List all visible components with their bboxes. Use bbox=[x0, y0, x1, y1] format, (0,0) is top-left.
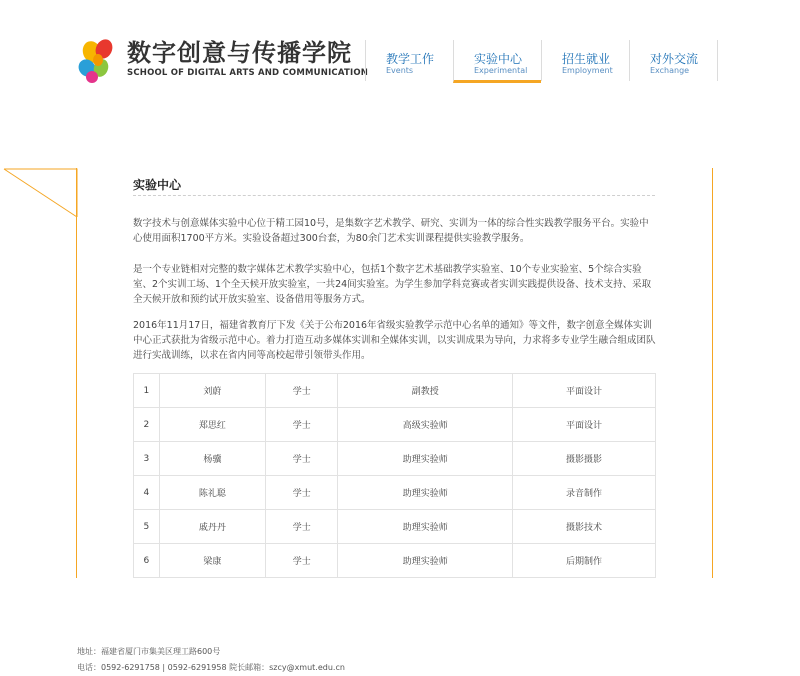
row-index: 1 bbox=[134, 374, 160, 408]
staff-degree: 学士 bbox=[266, 374, 338, 408]
table-row bbox=[134, 408, 656, 442]
staff-title: 助理实验师 bbox=[338, 442, 513, 476]
nav-label-en: Employment bbox=[562, 66, 613, 75]
frame-line-right bbox=[712, 168, 713, 578]
nav-label-cn: 对外交流 bbox=[650, 52, 699, 66]
staff-field: 摄影摄影 bbox=[513, 442, 656, 476]
staff-title: 助理实验师 bbox=[338, 476, 513, 510]
staff-title: 助理实验师 bbox=[338, 510, 513, 544]
main-nav bbox=[365, 40, 718, 83]
nav-item-employment[interactable] bbox=[541, 40, 629, 81]
staff-name: 刘蔚 bbox=[159, 374, 265, 408]
table-row bbox=[134, 510, 656, 544]
staff-field: 平面设计 bbox=[513, 374, 656, 408]
logo-chinese-name: 数字创意与传播学院 bbox=[127, 39, 352, 67]
nav-label-cn: 教学工作 bbox=[386, 52, 435, 66]
nav-label-en: Exchange bbox=[650, 66, 690, 75]
staff-field: 平面设计 bbox=[513, 408, 656, 442]
page-footer bbox=[77, 644, 345, 676]
table-row bbox=[134, 442, 656, 476]
frame-line-left bbox=[76, 168, 77, 578]
row-index: 3 bbox=[134, 442, 160, 476]
staff-title: 高级实验师 bbox=[338, 408, 513, 442]
staff-field: 后期制作 bbox=[513, 544, 656, 578]
staff-name: 梁康 bbox=[159, 544, 265, 578]
logo-petals-icon bbox=[77, 38, 123, 84]
title-divider bbox=[133, 195, 655, 196]
staff-name: 戚丹丹 bbox=[159, 510, 265, 544]
staff-title: 助理实验师 bbox=[338, 544, 513, 578]
school-logo[interactable] bbox=[77, 38, 369, 84]
page-title: 实验中心 bbox=[133, 178, 182, 192]
table-row bbox=[134, 476, 656, 510]
nav-item-teaching[interactable] bbox=[365, 40, 453, 81]
footer-contact: 电话：0592-6291758 | 0592-6291958 院长邮箱：szcy@xmut.edu.cn bbox=[77, 663, 345, 672]
staff-field: 摄影技术 bbox=[513, 510, 656, 544]
staff-field: 录音制作 bbox=[513, 476, 656, 510]
row-index: 4 bbox=[134, 476, 160, 510]
nav-label-cn: 实验中心 bbox=[474, 52, 523, 66]
intro-paragraph-2: 是一个专业链相对完整的数字媒体艺术教学实验中心，包括1个数字艺术基础教学实验室、10个专业实验室、5个综合实验室、2个实训工场、1个全天候开放实验室，一共24间实验室。为学生参加学科竞赛或者实训实践提供设备、技术支持、采取全天候开放和预约试开放实验室、设备借用等服务方式。 bbox=[133, 264, 652, 305]
nav-item-experimental[interactable] bbox=[453, 40, 541, 83]
staff-degree: 学士 bbox=[266, 408, 338, 442]
logo-english-name: SCHOOL OF DIGITAL ARTS AND COMMUNICATION bbox=[127, 68, 369, 78]
row-index: 2 bbox=[134, 408, 160, 442]
staff-degree: 学士 bbox=[266, 476, 338, 510]
staff-degree: 学士 bbox=[266, 544, 338, 578]
intro-paragraph-1: 数字技术与创意媒体实验中心位于精工园10号，是集数字艺术教学、研究、实训为一体的综合性实践教学服务平台。实验中心使用面积1700平方米。实验设备超过300台套，为80余门艺术实训课程提供实验教学服务。 bbox=[133, 218, 649, 244]
staff-name: 陈礼聪 bbox=[159, 476, 265, 510]
nav-label-en: Events bbox=[386, 66, 414, 75]
nav-item-exchange[interactable] bbox=[629, 40, 718, 81]
staff-degree: 学士 bbox=[266, 510, 338, 544]
nav-label-en: Experimental bbox=[474, 66, 528, 75]
intro-paragraph-3: 2016年11月17日，福建省教育厅下发《关于公布2016年省级实验教学示范中心名单的通知》等文件，数字创意全媒体实训中心正式获批为省级示范中心。着力打造互动多媒体实训和全媒体实训，以实训成果为导向，力求将多专业学生融合组成团队进行实战训练，以求在省内同等高校起带引领带头作用。 bbox=[133, 320, 656, 361]
row-index: 6 bbox=[134, 544, 160, 578]
table-row bbox=[134, 374, 656, 408]
staff-name: 郑思红 bbox=[159, 408, 265, 442]
staff-table bbox=[133, 373, 656, 578]
staff-title: 副教授 bbox=[338, 374, 513, 408]
row-index: 5 bbox=[134, 510, 160, 544]
nav-label-cn: 招生就业 bbox=[562, 52, 611, 66]
staff-degree: 学士 bbox=[266, 442, 338, 476]
staff-name: 杨骥 bbox=[159, 442, 265, 476]
table-row bbox=[134, 544, 656, 578]
footer-address: 地址：福建省厦门市集美区理工路600号 bbox=[77, 647, 221, 656]
corner-decoration bbox=[0, 168, 80, 218]
